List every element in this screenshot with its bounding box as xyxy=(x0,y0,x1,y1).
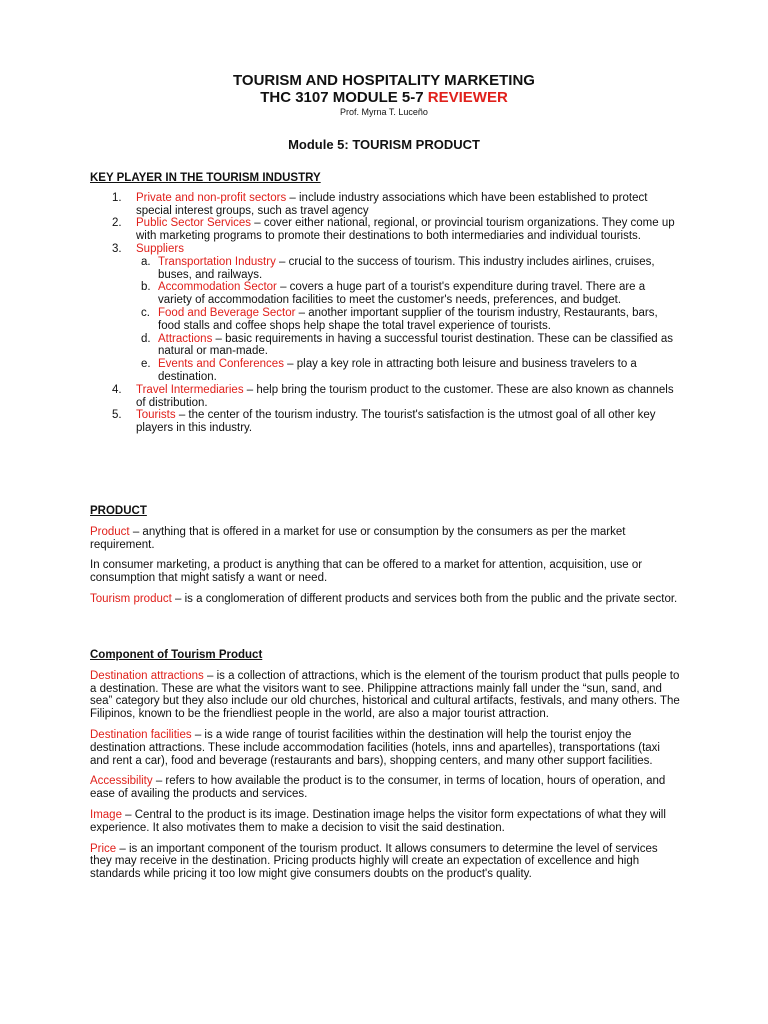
paragraph xyxy=(90,526,680,552)
component-heading: Component of Tourism Product xyxy=(90,649,263,661)
author-line: Prof. Myrna T. Luceño xyxy=(340,107,428,117)
paragraph-text: – is a conglomeration of different products and services both from the public and the private sector. xyxy=(171,592,678,605)
paragraph-text: In consumer marketing, a product is anything that can be offered to a market for attention, acquisition, use or consumption that might satisfy a want or need. xyxy=(90,559,643,585)
paragraph xyxy=(90,775,680,801)
paragraph-text: – anything that is offered in a market for use or consumption by the consumers as per the market requirement. xyxy=(90,525,626,551)
document-title: TOURISM AND HOSPITALITY MARKETING xyxy=(233,72,535,89)
sub-list-term: Transportation Industry xyxy=(158,255,276,268)
component-section xyxy=(90,649,680,881)
list-text: – include industry associations which have been established to protect special interest groups, such as travel agency xyxy=(136,191,648,217)
paragraph-term: Price xyxy=(90,842,117,855)
paragraph xyxy=(90,670,680,721)
sub-list-text: – play a key role in attracting both leisure and business travelers to a destination. xyxy=(158,358,637,383)
list-term: Suppliers xyxy=(136,242,184,255)
sub-list-item xyxy=(90,307,680,333)
list-number: 1. xyxy=(112,191,122,204)
product-heading: PRODUCT xyxy=(90,505,147,517)
list-text: – cover either national, regional, or provincial tourism organizations. They come up with marketing programs to promote their destinations to both intermediaries and individual tourists. xyxy=(136,217,675,243)
list-term: Public Sector Services xyxy=(136,217,252,230)
list-number: 5. xyxy=(112,409,122,422)
paragraph xyxy=(90,559,680,585)
sub-list-text: – crucial to the success of tourism. This industry includes airlines, cruises, buses, and railways. xyxy=(158,255,655,281)
product-section xyxy=(90,505,680,606)
sub-list-letter: c. xyxy=(141,306,150,319)
paragraph-term: Accessibility xyxy=(90,775,153,788)
paragraph-term: Destination attractions xyxy=(90,669,204,682)
list-text: – the center of the tourism industry. The tourist's satisfaction is the utmost goal of all other key players in this industry. xyxy=(136,409,656,435)
paragraph-term: Destination facilities xyxy=(90,728,192,741)
sub-list-letter: a. xyxy=(141,255,151,268)
paragraph-term: Product xyxy=(90,525,130,538)
sub-list-text: – basic requirements in having a successful tourist destination. These can be classified as natural or man-made. xyxy=(158,332,674,358)
list-number: 4. xyxy=(112,383,122,396)
sub-list-term: Accommodation Sector xyxy=(158,281,277,294)
sub-list-text: – covers a huge part of a tourist's expenditure during travel. There are a variety of accommodation facilities to meet the customer's needs, preferences, and budget. xyxy=(158,281,646,307)
key-players-section xyxy=(90,172,680,435)
paragraph-term: Image xyxy=(90,808,122,821)
sub-list-text: – another important supplier of the tourism industry, Restaurants, bars, food stalls and coffee shops help shape the total travel experience of tourists. xyxy=(158,306,658,332)
sub-list-term: Events and Conferences xyxy=(158,358,284,371)
list-number: 3. xyxy=(112,242,122,255)
paragraph-text: – is an important component of the tourism product. It allows consumers to determine the level of services they may receive in the destination. Pricing products highly will create an expectation of excellence and high standards while pricing it too low might give consumers doubts on the product's quality. xyxy=(90,842,658,881)
sub-list-item xyxy=(90,256,680,282)
list-item xyxy=(90,217,680,243)
paragraph xyxy=(90,809,680,835)
list-term: Travel Intermediaries xyxy=(136,383,244,396)
list-term: Tourists xyxy=(136,409,176,422)
sub-list-item xyxy=(90,281,680,307)
paragraph-text: – Central to the product is its image. Destination image helps the visitor form expectations of what they will experience. It also motivates them to make a decision to visit the said destination. xyxy=(90,808,666,834)
list-item xyxy=(90,192,680,218)
list-text: – help bring the tourism product to the customer. These are also known as channels of distribution. xyxy=(136,383,674,409)
paragraph-text: – is a wide range of tourist facilities within the destination will help the tourist enjoy the destination attractions. These include accommodation facilities (hotels, inns and apartelles), transportations (taxi and rent a car), food and beverage (restaurants and bars), shopping centers, and many other support facilities. xyxy=(90,728,660,767)
list-item xyxy=(90,243,680,256)
paragraph-text: – refers to how available the product is to the consumer, in terms of location, hours of operation, and ease of availing the products and services. xyxy=(90,775,666,801)
sub-list-letter: b. xyxy=(141,281,151,294)
paragraph xyxy=(90,593,680,606)
sub-list-item xyxy=(90,358,680,384)
paragraph xyxy=(90,843,680,881)
list-number: 2. xyxy=(112,217,122,230)
sub-list-term: Food and Beverage Sector xyxy=(158,306,296,319)
key-players-heading: KEY PLAYER IN THE TOURISM INDUSTRY xyxy=(90,172,321,184)
document-subtitle xyxy=(0,89,768,106)
course-code: THC 3107 MODULE 5-7 xyxy=(260,89,428,106)
paragraph xyxy=(90,729,680,767)
reviewer-label: REVIEWER xyxy=(427,89,508,106)
list-item xyxy=(90,409,680,435)
sub-list-term: Attractions xyxy=(158,332,213,345)
module-title: Module 5: TOURISM PRODUCT xyxy=(288,137,480,152)
list-term: Private and non-profit sectors xyxy=(136,191,287,204)
list-item xyxy=(90,384,680,410)
paragraph-term: Tourism product xyxy=(90,592,172,605)
sub-list-item xyxy=(90,333,680,359)
paragraph-text: – is a collection of attractions, which is the element of the tourism product that pulls people to a destination. These are what the visitors want to see. Philippine attractions mainly fall under the “sun, sand, and sea” category but they also include our old churches, historical and cultural artifacts, festivals, and many others. The Filipinos, known to be the friendliest people in the world, are also a major tourist attraction. xyxy=(90,669,680,721)
sub-list-letter: e. xyxy=(141,358,151,371)
sub-list-letter: d. xyxy=(141,332,151,345)
